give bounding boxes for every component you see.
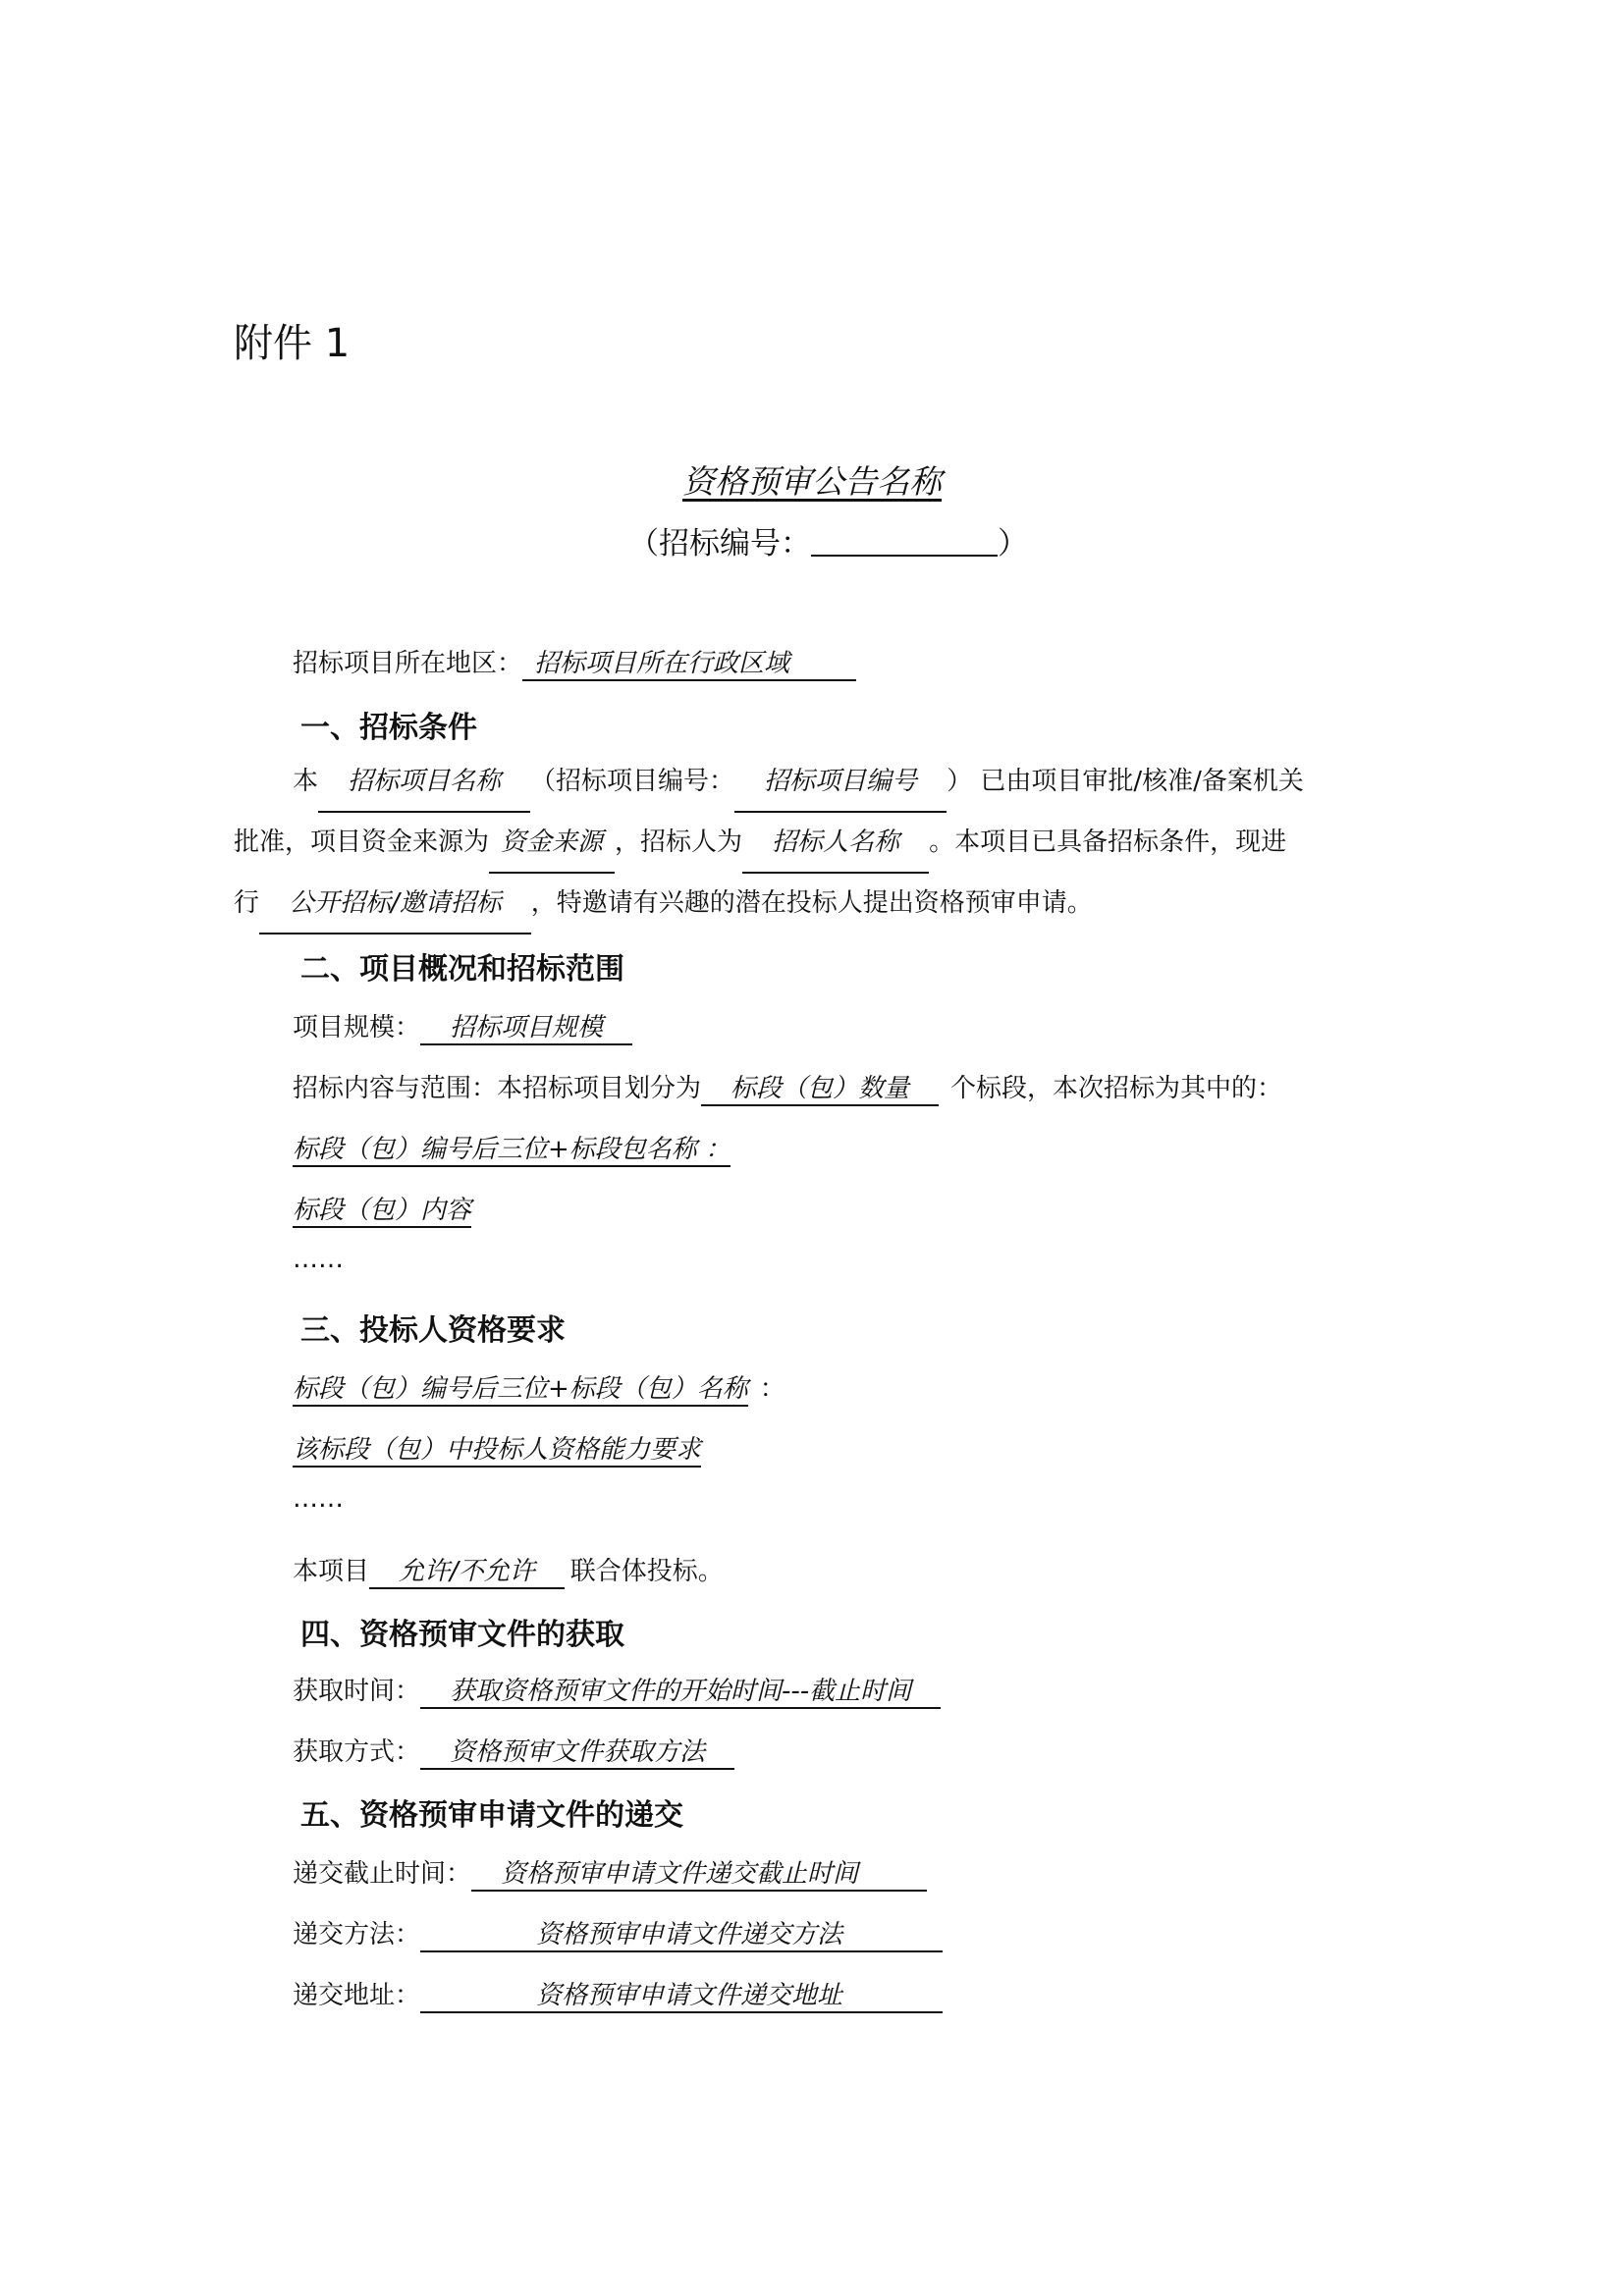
fund-source: 资金来源 — [489, 813, 615, 874]
submit-method-value: 资格预审申请文件递交方法 — [420, 1914, 943, 1952]
tender-number — [628, 518, 1028, 562]
location-line — [293, 643, 856, 681]
submit-address-label: 递交地址： — [293, 1981, 421, 2010]
scale-label: 项目规模： — [293, 1013, 421, 1042]
tender-number-close: ） — [998, 526, 1028, 561]
section1-heading: 一、招标条件 — [300, 711, 477, 745]
section1-line-1 — [234, 752, 1304, 813]
text: 本 — [293, 767, 319, 796]
qual-requirement: 该标段（包）中投标人资格能力要求 — [293, 1429, 701, 1468]
section1-line-3 — [234, 874, 1304, 934]
text: （招标项目编号： — [530, 767, 735, 796]
obtain-time-label: 获取时间： — [293, 1677, 421, 1706]
section5-heading: 五、资格预审申请文件的递交 — [300, 1798, 683, 1833]
location-value: 招标项目所在行政区域 — [522, 643, 856, 681]
section2-heading: 二、项目概况和招标范围 — [300, 952, 624, 987]
section3-ellipsis: …… — [293, 1484, 344, 1514]
obtain-time-value: 获取资格预审文件的开始时间---截止时间 — [420, 1671, 941, 1709]
consortium-text-a: 本项目 — [293, 1557, 370, 1586]
text: 行 — [234, 888, 260, 918]
section1-line-2 — [234, 813, 1304, 874]
text: ，特邀请有兴趣的潜在投标人提出资格预审申请。 — [530, 888, 1093, 918]
consortium-text-b: 联合体投标。 — [569, 1557, 724, 1586]
project-number: 招标项目编号 — [734, 752, 947, 813]
text: 批准，项目资金来源为 — [234, 828, 490, 857]
qual-lot-line — [293, 1368, 785, 1407]
location-label: 招标项目所在地区： — [293, 649, 523, 678]
submit-address-value: 资格预审申请文件递交地址 — [420, 1975, 943, 2013]
consortium-line — [293, 1551, 724, 1589]
lot-content-line — [293, 1190, 471, 1228]
obtain-time-line — [293, 1671, 941, 1709]
qual-requirement-line — [293, 1429, 701, 1468]
lot-content: 标段（包）内容 — [293, 1190, 471, 1228]
obtain-way-value: 资格预审文件获取方法 — [420, 1732, 734, 1770]
section4-heading: 四、资格预审文件的获取 — [300, 1618, 624, 1652]
submit-method-label: 递交方法： — [293, 1920, 421, 1949]
lot-name: 标段（包）编号后三位+标段包名称 ： — [293, 1129, 731, 1167]
scale-line — [293, 1007, 632, 1045]
scale-value: 招标项目规模 — [420, 1007, 632, 1045]
scope-line — [293, 1068, 1282, 1106]
tender-number-blank — [811, 554, 998, 557]
tenderer-name: 招标人名称 — [742, 813, 929, 874]
tender-number-open: （ — [628, 526, 659, 561]
submit-address-line — [293, 1975, 943, 2013]
scope-text-b: 个标段，本次招标为其中的： — [950, 1074, 1283, 1103]
tender-method: 公开招标/邀请招标 — [259, 874, 531, 934]
section2-ellipsis: …… — [293, 1245, 344, 1274]
obtain-way-label: 获取方式： — [293, 1737, 421, 1767]
submit-method-line — [293, 1914, 943, 1952]
lot-name-line — [293, 1129, 731, 1167]
section3-heading: 三、投标人资格要求 — [300, 1313, 566, 1348]
project-name: 招标项目名称 — [318, 752, 530, 813]
deadline-value: 资格预审申请文件递交截止时间 — [471, 1853, 927, 1892]
deadline-line — [293, 1853, 927, 1892]
deadline-label: 递交截止时间： — [293, 1859, 472, 1889]
qual-lot-colon: ： — [759, 1374, 785, 1404]
attachment-label: 附件 1 — [234, 321, 351, 366]
consortium-value: 允许/不允许 — [369, 1551, 565, 1589]
qual-lot-name: 标段（包）编号后三位+标段（包）名称 — [293, 1368, 748, 1407]
section1-paragraph — [234, 752, 1304, 934]
text: ，招标人为 — [615, 828, 743, 857]
obtain-way-line — [293, 1732, 734, 1770]
text: 。本项目已具备招标条件，现进 — [929, 828, 1287, 857]
lot-count: 标段（包）数量 — [701, 1068, 939, 1106]
tender-number-label: 招标编号： — [659, 526, 811, 561]
scope-text-a: 招标内容与范围：本招标项目划分为 — [293, 1074, 702, 1103]
text: ） 已由项目审批/核准/备案机关 — [947, 767, 1304, 796]
page-title: 资格预审公告名称 — [682, 462, 942, 501]
